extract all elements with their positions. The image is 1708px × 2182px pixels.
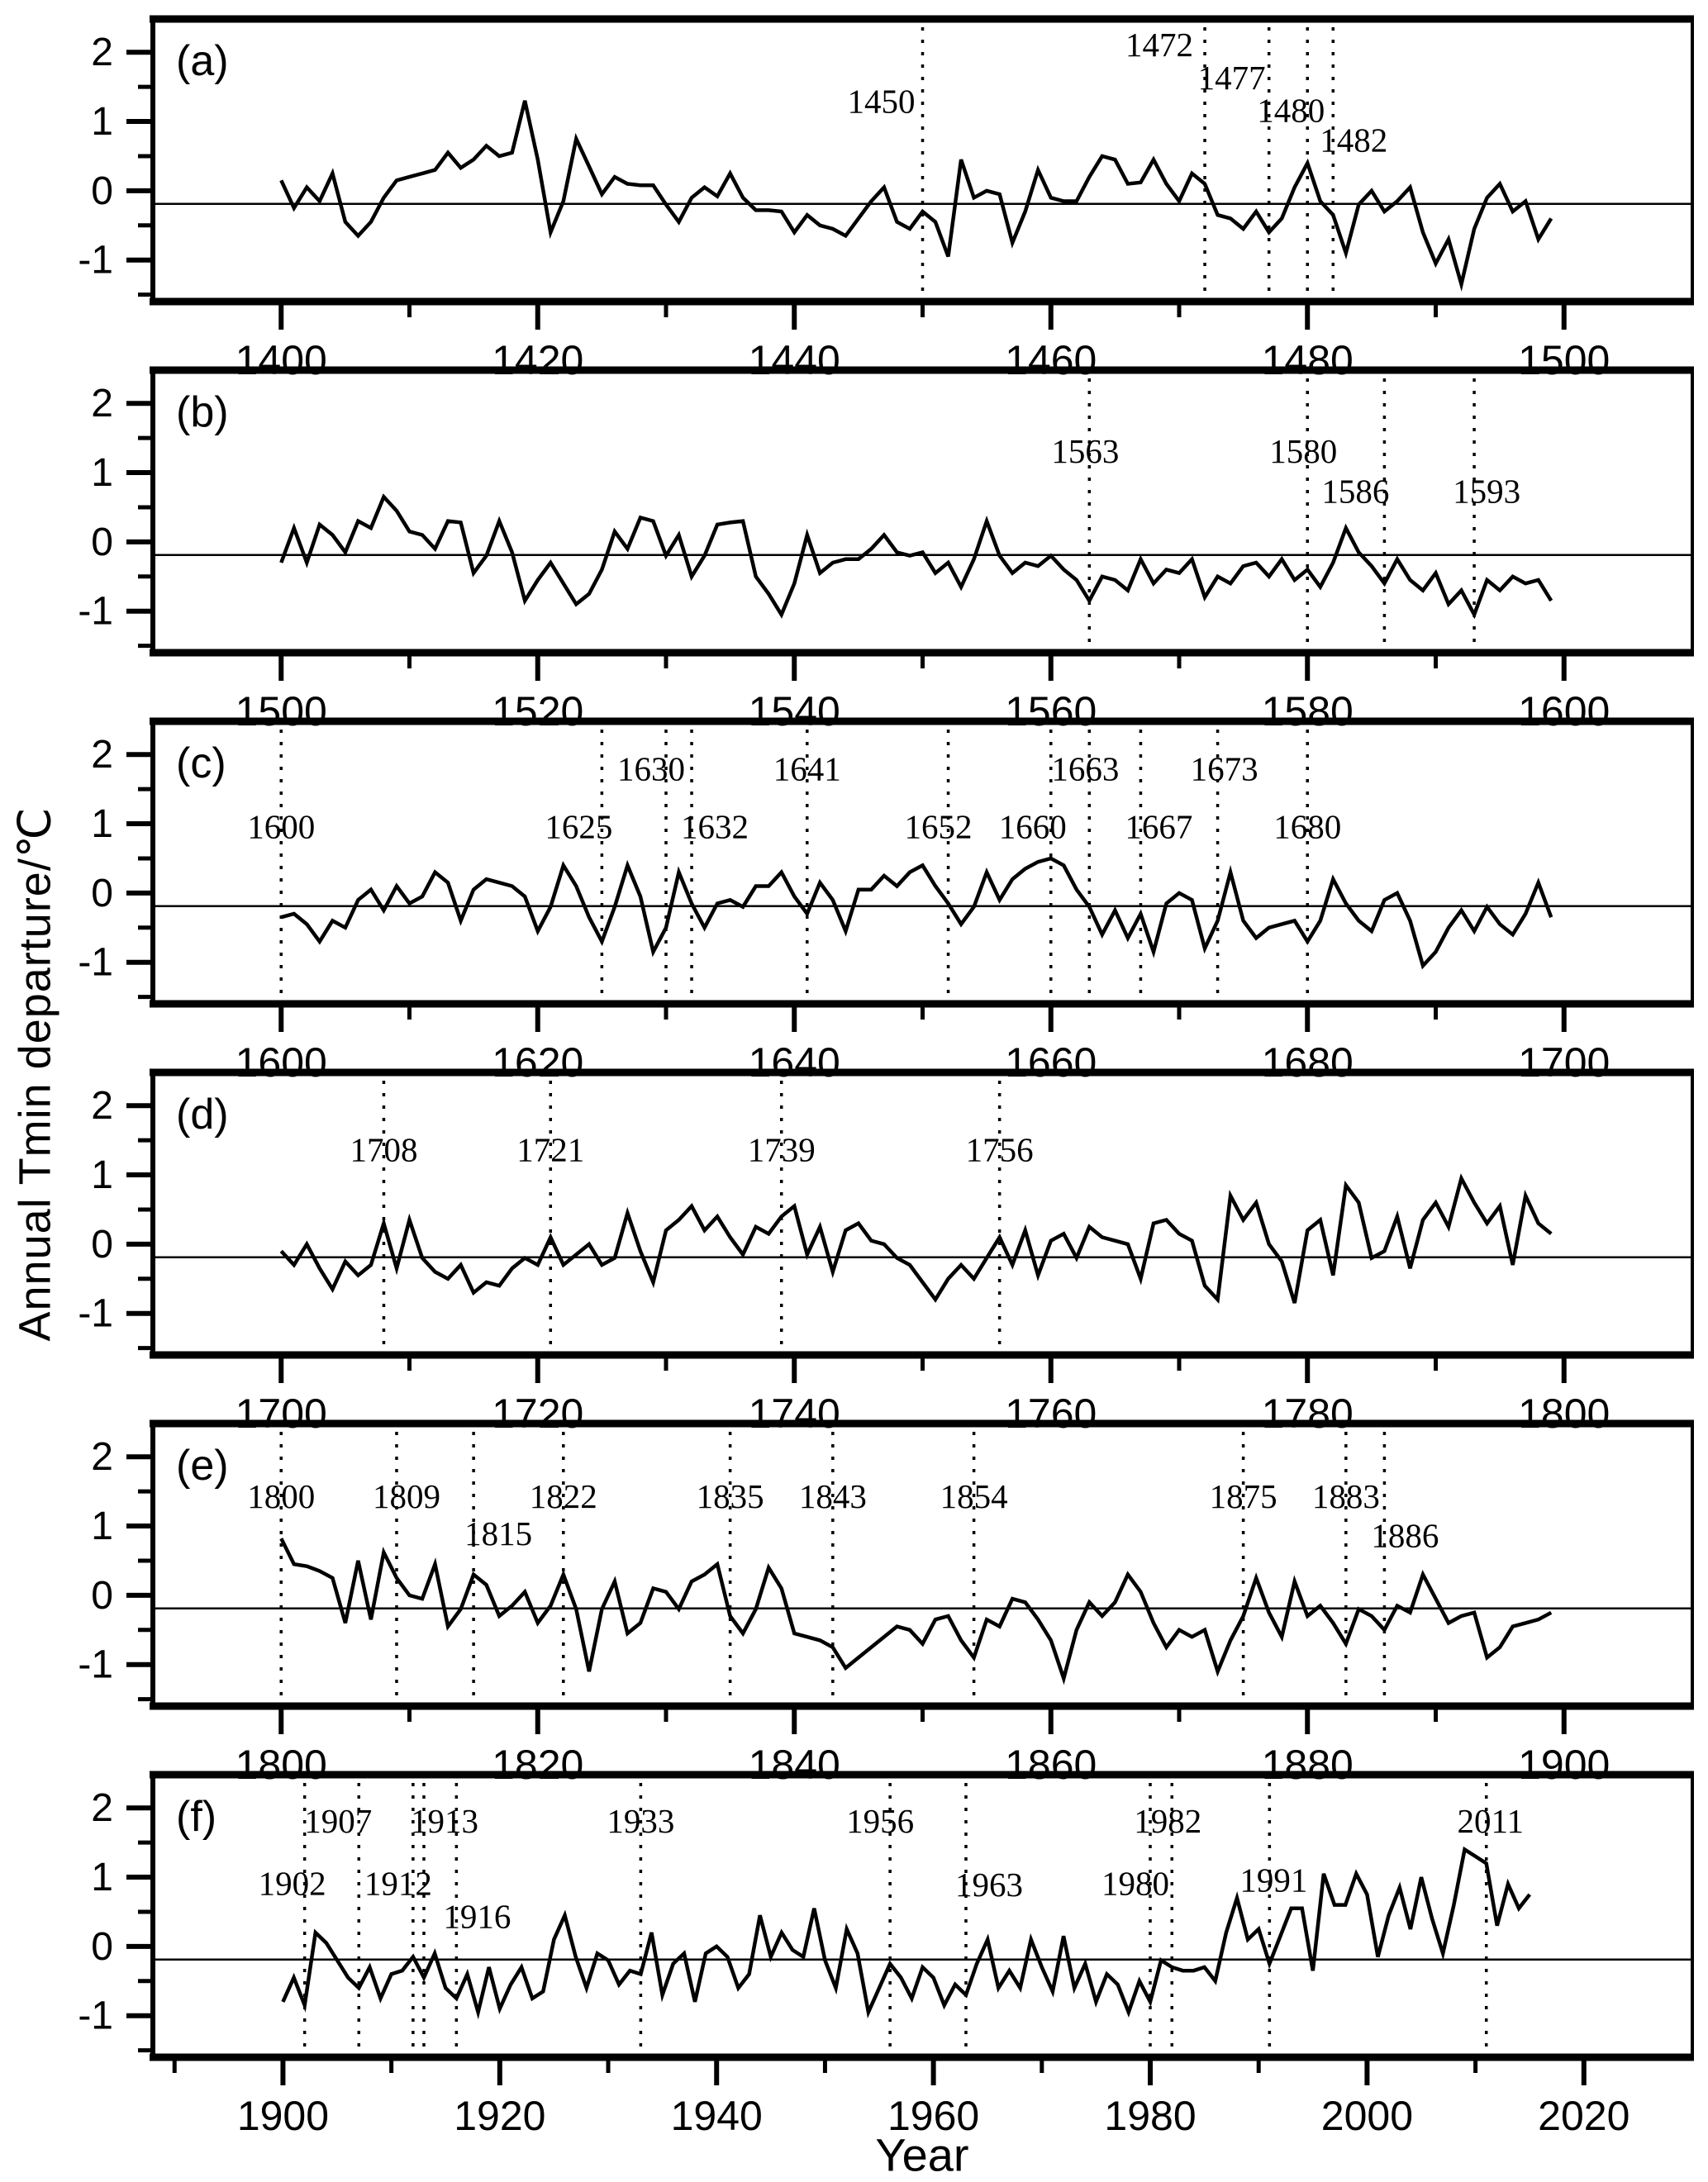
- x-tick-label: 1860: [1005, 1742, 1097, 1788]
- x-tick-label: 1400: [235, 337, 327, 383]
- panel-letter: (c): [176, 739, 226, 787]
- event-year-label-1472: 1472: [1125, 25, 1194, 64]
- x-tick-label: 1780: [1261, 1390, 1354, 1437]
- y-tick-label: -1: [78, 1291, 113, 1336]
- event-year-label-1815: 1815: [464, 1514, 533, 1553]
- event-year-label-1663: 1663: [1051, 749, 1120, 788]
- x-tick-label: 1520: [492, 688, 584, 734]
- x-tick-label: 1700: [235, 1390, 327, 1437]
- event-year-label-1586: 1586: [1321, 472, 1390, 511]
- event-year-label-1982: 1982: [1134, 1802, 1202, 1840]
- x-tick-label: 1560: [1005, 688, 1097, 734]
- event-year-label-1652: 1652: [904, 807, 973, 846]
- x-tick-label: 1800: [235, 1742, 327, 1788]
- panel-d: [78, 1069, 1694, 1437]
- y-tick-label: 2: [91, 31, 113, 75]
- x-tick-label: 1420: [492, 337, 584, 383]
- x-tick-label: 1600: [235, 1039, 327, 1086]
- event-year-label-1956: 1956: [846, 1802, 915, 1840]
- event-year-label-1843: 1843: [798, 1476, 867, 1515]
- x-axis-title: Year: [875, 2128, 969, 2181]
- y-tick-label: 0: [91, 169, 113, 213]
- y-axis-title: Annual Tmin departure/℃: [10, 806, 60, 1342]
- x-tick-label: 1740: [748, 1390, 840, 1437]
- event-year-label-1477: 1477: [1197, 59, 1266, 97]
- event-year-label-1667: 1667: [1125, 807, 1193, 846]
- event-year-label-1632: 1632: [681, 807, 749, 846]
- event-year-label-1809: 1809: [372, 1476, 440, 1515]
- event-year-label-1907: 1907: [304, 1802, 373, 1840]
- y-tick-label: -1: [78, 940, 113, 985]
- event-year-label-1991: 1991: [1239, 1861, 1308, 1899]
- event-year-label-1835: 1835: [696, 1476, 764, 1515]
- x-tick-label: 1940: [670, 2093, 763, 2139]
- event-year-label-1756: 1756: [965, 1130, 1034, 1169]
- y-tick-label: 1: [91, 802, 113, 847]
- event-year-label-2011: 2011: [1457, 1802, 1524, 1840]
- event-year-label-1980: 1980: [1101, 1864, 1170, 1903]
- x-tick-label: 1900: [1518, 1742, 1610, 1788]
- event-year-label-1708: 1708: [350, 1130, 418, 1169]
- panel-letter: (e): [176, 1442, 229, 1490]
- y-tick-label: 2: [91, 1435, 113, 1480]
- panel-f: [78, 1771, 1694, 2139]
- y-tick-label: 2: [91, 733, 113, 777]
- panel-b: [78, 367, 1694, 734]
- event-year-label-1580: 1580: [1269, 431, 1338, 470]
- x-tick-label: 1820: [492, 1742, 584, 1788]
- y-tick-label: 1: [91, 1505, 113, 1549]
- y-tick-label: 1: [91, 100, 113, 145]
- x-tick-label: 1720: [492, 1390, 584, 1437]
- x-tick-label: 1620: [492, 1039, 584, 1086]
- event-year-label-1625: 1625: [545, 807, 613, 846]
- x-tick-label: 2000: [1320, 2093, 1414, 2139]
- event-year-label-1593: 1593: [1453, 472, 1521, 511]
- x-tick-label: 1960: [887, 2093, 980, 2139]
- y-tick-label: 0: [91, 1222, 113, 1267]
- x-tick-label: 1880: [1261, 1742, 1354, 1788]
- y-tick-label: 1: [91, 1153, 113, 1198]
- event-year-label-1800: 1800: [247, 1476, 316, 1515]
- y-tick-label: 2: [91, 382, 113, 426]
- panel-e: [78, 1420, 1694, 1788]
- x-tick-label: 1920: [454, 2093, 546, 2139]
- event-year-label-1916: 1916: [443, 1897, 511, 1936]
- event-year-label-1933: 1933: [607, 1802, 675, 1840]
- x-tick-label: 1660: [1005, 1039, 1097, 1086]
- event-year-label-1600: 1600: [247, 807, 316, 846]
- tmin-departure-series: [281, 858, 1551, 966]
- x-tick-label: 1500: [1518, 337, 1610, 383]
- event-year-label-1913: 1913: [410, 1802, 478, 1840]
- panel-a: [78, 16, 1694, 383]
- event-year-label-1660: 1660: [998, 807, 1067, 846]
- x-tick-label: 1680: [1261, 1039, 1354, 1086]
- panel-c: [78, 718, 1694, 1086]
- x-tick-label: 1480: [1261, 337, 1354, 383]
- x-tick-label: 1460: [1005, 337, 1097, 383]
- x-tick-label: 1500: [235, 688, 327, 734]
- x-tick-label: 1600: [1518, 688, 1610, 734]
- x-tick-label: 1840: [748, 1742, 840, 1788]
- event-year-label-1883: 1883: [1311, 1476, 1380, 1515]
- event-year-label-1480: 1480: [1257, 91, 1325, 130]
- event-year-label-1641: 1641: [773, 749, 841, 788]
- x-tick-label: 1440: [748, 337, 840, 383]
- y-tick-label: 2: [91, 1084, 113, 1129]
- event-year-label-1673: 1673: [1190, 749, 1258, 788]
- x-tick-label: 1640: [748, 1039, 840, 1086]
- panel-letter: (d): [176, 1091, 229, 1139]
- x-tick-label: 1800: [1518, 1390, 1610, 1437]
- x-tick-label: 1700: [1518, 1039, 1610, 1086]
- x-tick-label: 1540: [748, 688, 840, 734]
- tmin-departure-series: [281, 1178, 1551, 1303]
- y-tick-label: -1: [78, 238, 113, 283]
- y-tick-label: 2: [91, 1786, 113, 1831]
- y-tick-label: -1: [78, 1994, 113, 2038]
- event-year-label-1912: 1912: [364, 1864, 432, 1903]
- panel-letter: (b): [176, 388, 229, 436]
- event-year-label-1563: 1563: [1051, 431, 1120, 470]
- x-tick-label: 1580: [1261, 688, 1354, 734]
- y-tick-label: -1: [78, 589, 113, 634]
- event-year-label-1482: 1482: [1320, 121, 1388, 159]
- x-tick-label: 1980: [1104, 2093, 1197, 2139]
- y-tick-label: 0: [91, 1924, 113, 1969]
- event-year-label-1886: 1886: [1371, 1516, 1439, 1555]
- event-year-label-1680: 1680: [1273, 807, 1342, 846]
- x-tick-label: 1760: [1005, 1390, 1097, 1437]
- y-tick-label: -1: [78, 1642, 113, 1687]
- event-year-label-1854: 1854: [940, 1476, 1008, 1515]
- y-tick-label: 0: [91, 871, 113, 915]
- y-tick-label: 0: [91, 1573, 113, 1618]
- y-tick-label: 1: [91, 451, 113, 496]
- event-year-label-1721: 1721: [516, 1130, 585, 1169]
- y-tick-label: 0: [91, 520, 113, 564]
- event-year-label-1875: 1875: [1209, 1476, 1277, 1515]
- event-year-label-1630: 1630: [617, 749, 685, 788]
- panel-letter: (f): [176, 1793, 217, 1841]
- panel-letter: (a): [176, 37, 229, 85]
- x-tick-label: 2020: [1538, 2093, 1630, 2139]
- event-year-label-1450: 1450: [847, 82, 916, 121]
- event-year-label-1739: 1739: [747, 1130, 816, 1169]
- event-year-label-1963: 1963: [954, 1866, 1023, 1904]
- event-year-label-1902: 1902: [258, 1864, 326, 1903]
- event-year-label-1822: 1822: [529, 1476, 597, 1515]
- x-tick-label: 1900: [236, 2093, 330, 2139]
- y-tick-label: 1: [91, 1856, 113, 1900]
